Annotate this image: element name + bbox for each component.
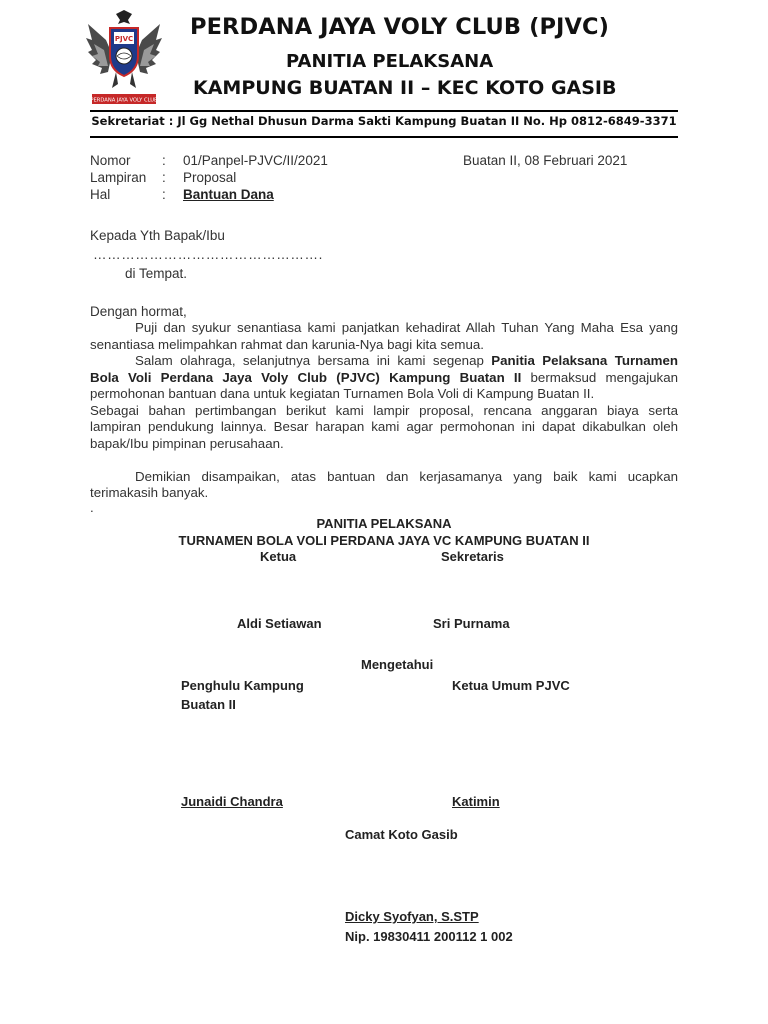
sekretaris-label: Sekretaris — [441, 549, 504, 564]
place-date: Buatan II, 08 Februari 2021 — [463, 153, 628, 168]
penghulu-title-line-2: Buatan II — [181, 697, 236, 712]
recipient-line: Kepada Yth Bapak/Ibu — [90, 228, 225, 243]
signature-committee-heading: PANITIA PELAKSANA — [316, 516, 452, 531]
ketua-label: Ketua — [260, 549, 297, 564]
paragraph-4-line-2: terimakasih banyak. — [90, 485, 209, 500]
ketua-umum-title: Ketua Umum PJVC — [452, 678, 570, 693]
penghulu-title-line-1: Penghulu Kampung — [181, 678, 304, 693]
lampiran-value: Proposal — [183, 170, 237, 185]
nomor-label: Nomor — [90, 153, 131, 168]
secretariat-line: Sekretariat : Jl Gg Nethal Dhusun Darma Sakti Kampung Buatan II No. Hp 0812-6849-3371 — [91, 114, 677, 128]
club-logo — [86, 10, 162, 108]
mengetahui-label: Mengetahui — [361, 657, 434, 672]
hal-label: Hal — [90, 187, 111, 202]
recipient-dots: …………………………………………. — [93, 247, 323, 262]
camat-name: Dicky Syofyan, S.STP — [345, 909, 479, 924]
lampiran-colon: : — [162, 170, 166, 185]
paragraph-2-line-2: Bola Voli Perdana Jaya Voly Club (PJVC) Kampung Buatan II bermaksud mengajukan — [90, 370, 678, 385]
stray-dot: . — [90, 500, 94, 515]
header-divider-top — [90, 110, 678, 112]
lampiran-label: Lampiran — [90, 170, 147, 185]
paragraph-4-line-1: Demikian disampaikan, atas bantuan dan kerjasamanya yang baik kami ucapkan — [135, 469, 678, 484]
nomor-colon: : — [162, 153, 166, 168]
penghulu-name: Junaidi Chandra — [181, 794, 283, 809]
paragraph-1-line-2: senantiasa melimpahkan rahmat dan karunia-Nya bagi kita semua. — [90, 337, 484, 352]
club-name-heading: PERDANA JAYA VOLY CLUB (PJVC) — [190, 14, 610, 40]
camat-title: Camat Koto Gasib — [345, 827, 458, 842]
ketua-name: Aldi Setiawan — [237, 616, 322, 631]
header-divider-bottom — [90, 136, 678, 138]
committee-heading: PANITIA PELAKSANA — [286, 51, 494, 72]
paragraph-2-line-3: permohonan bantuan dana untuk kegiatan Turnamen Bola Voli di Kampung Buatan II. — [90, 386, 595, 401]
svg-text:PJVC: PJVC — [114, 35, 134, 43]
paragraph-1-line-1: Puji dan syukur senantiasa kami panjatkan kehadirat Allah Tuhan Yang Maha Esa yang — [135, 320, 678, 335]
paragraph-3-line-2: lampiran pendukung lainnya. Besar harapan kami agar permohonan ini dapat dikabulkan oleh — [90, 419, 678, 434]
signature-tournament-heading: TURNAMEN BOLA VOLI PERDANA JAYA VC KAMPUNG BUATAN II — [178, 533, 590, 548]
ketua-umum-name: Katimin — [452, 794, 500, 809]
location-heading: KAMPUNG BUATAN II – KEC KOTO GASIB — [193, 77, 617, 99]
paragraph-3-line-3: bapak/Ibu pimpinan perusahaan. — [90, 436, 284, 451]
recipient-place: di Tempat. — [125, 266, 188, 281]
sekretaris-name: Sri Purnama — [433, 616, 510, 631]
logo-banner-text: PERDANA JAYA VOLY CLUB — [90, 97, 158, 104]
greeting: Dengan hormat, — [90, 304, 187, 319]
camat-nip: Nip. 19830411 200112 1 002 — [345, 929, 513, 944]
paragraph-3-line-1: Sebagai bahan pertimbangan berikut kami lampir proposal, rencana anggaran biaya serta — [90, 403, 678, 418]
hal-value: Bantuan Dana — [183, 187, 274, 202]
nomor-value: 01/Panpel-PJVC/II/2021 — [183, 153, 328, 168]
paragraph-2-line-1: Salam olahraga, selanjutnya bersama ini kami segenap Panitia Pelaksana Turnamen — [135, 353, 678, 368]
hal-colon: : — [162, 187, 166, 202]
